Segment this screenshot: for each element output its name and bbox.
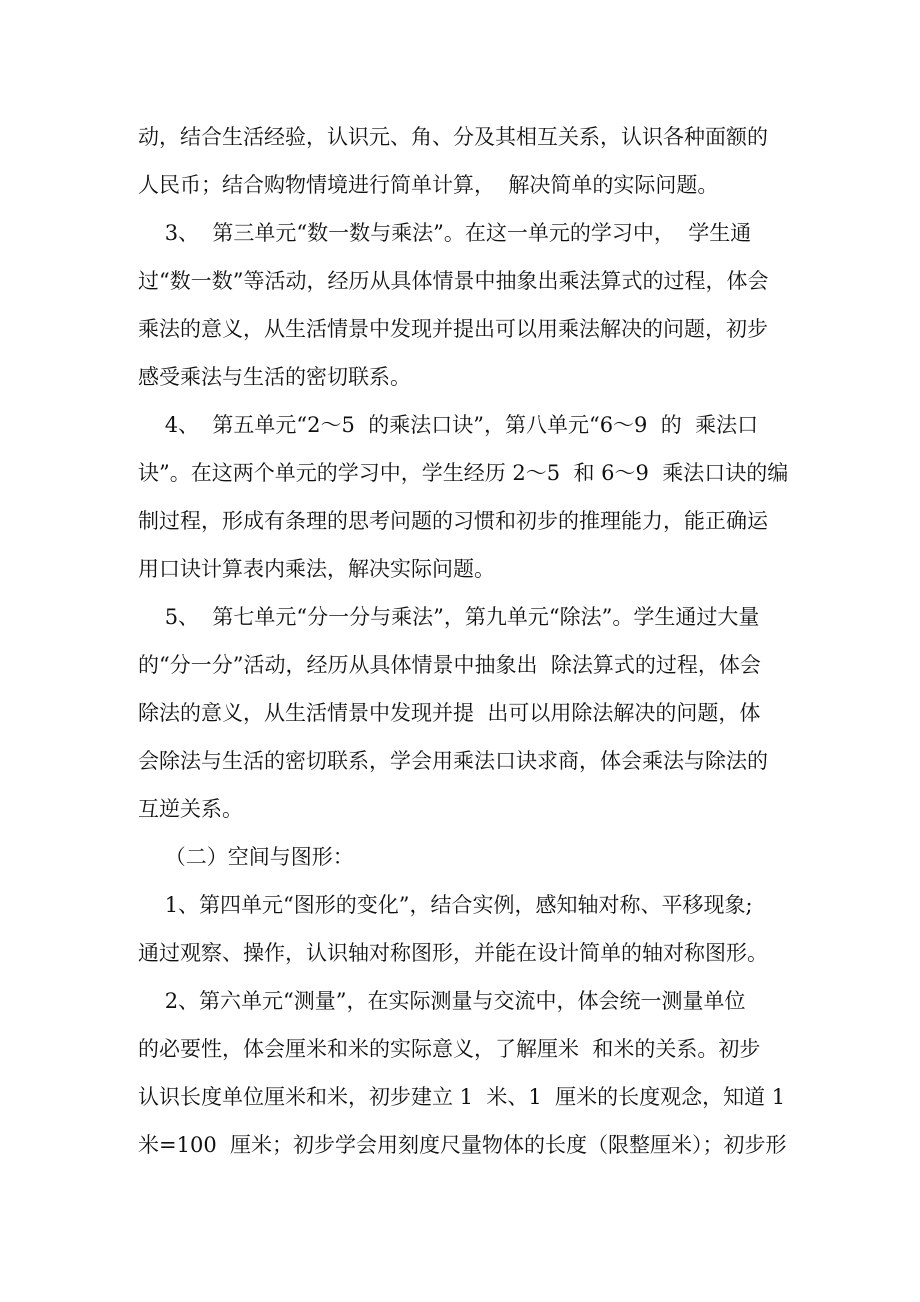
text-line: 诀”。在这两个单元的学习中，学生经历 2～5 和 6～9 乘法口诀的编 xyxy=(138,461,789,485)
text-line: 人民币；结合购物情境进行简单计算， 解决简单的实际问题。 xyxy=(138,173,719,197)
text-line: 会除法与生活的密切联系，学会用乘法口诀求商，体会乘法与除法的 xyxy=(138,749,768,773)
text-line: 4、 第五单元“2～5 的乘法口诀”，第八单元“6～9 的 乘法口 xyxy=(138,413,759,437)
text-line: 5、 第七单元“分一分与乘法”，第九单元“除法”。学生通过大量 xyxy=(138,605,760,629)
text-line: 用口诀计算表内乘法，解决实际问题。 xyxy=(138,557,495,581)
text-line: 的“分一分”活动，经历从具体情景中抽象出 除法算式的过程，体会 xyxy=(138,653,761,677)
text-line: 制过程，形成有条理的思考问题的习惯和初步的推理能力，能正确运 xyxy=(138,509,768,533)
text-line: 认识长度单位厘米和米，初步建立 1 米、1 厘米的长度观念，知道 1 xyxy=(138,1085,786,1109)
text-line: 米=100 厘米；初步学会用刻度尺量物体的长度（限整厘米）；初步形 xyxy=(138,1133,787,1157)
text-line: 通过观察、操作，认识轴对称图形，并能在设计简单的轴对称图形。 xyxy=(138,941,768,965)
text-line: 1、第四单元“图形的变化”，结合实例，感知轴对称、平移现象; xyxy=(138,893,753,917)
text-line: 的必要性，体会厘米和米的实际意义，了解厘米 和米的关系。初步 xyxy=(138,1037,761,1061)
text-line: 3、 第三单元“数一数与乘法”。在这一单元的学习中， 学生通 xyxy=(138,221,752,245)
section-heading: （二）空间与图形： xyxy=(138,845,354,869)
text-line: 动，结合生活经验，认识元、角、分及其相互关系，认识各种面额的 xyxy=(138,125,768,149)
text-line: 除法的意义，从生活情景中发现并提 出可以用除法解决的问题，体 xyxy=(138,701,761,725)
text-line: 感受乘法与生活的密切联系。 xyxy=(138,365,411,389)
text-line: 互逆关系。 xyxy=(138,797,243,821)
text-line: 乘法的意义，从生活情景中发现并提出可以用乘法解决的问题，初步 xyxy=(138,317,768,341)
text-line: 过“数一数”等活动，经历从具体情景中抽象出乘法算式的过程，体会 xyxy=(138,269,769,293)
text-line: 2、第六单元“测量”，在实际测量与交流中，体会统一测量单位 xyxy=(138,989,746,1013)
